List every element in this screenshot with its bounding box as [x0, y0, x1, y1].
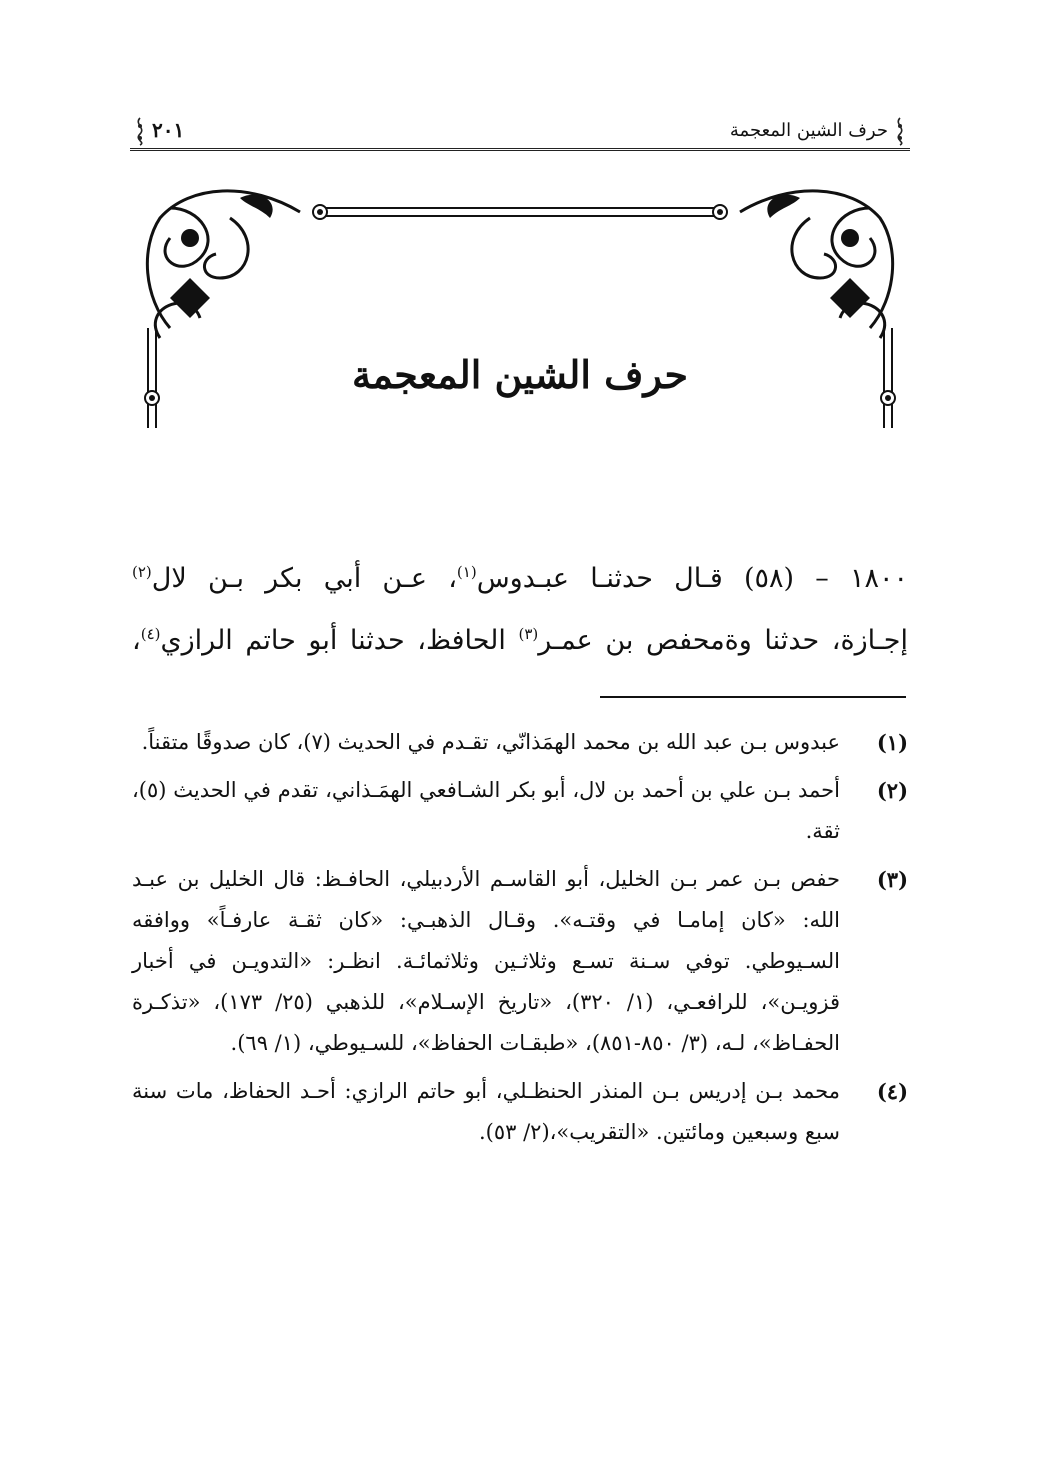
footnote-number: (١): [876, 730, 908, 755]
hadith-line: ١٨٠٠ – (٥٨) قـال حدثنـا عبـدوس$^{(١)}$، عـن أبي بكر بـن لال$^{(٢)}$: [132, 563, 908, 594]
chapter-title: حرف الشين المعجمة: [351, 352, 689, 397]
footnote-text: أحمد بـن علي بن أحمد بن لال، أبو بكر الشـافعي الهمَـذاني، تقدم في الحديث (٥)، ثقة.: [132, 778, 840, 843]
footnote: [132, 859, 908, 1064]
header-ornament-left-icon: [130, 116, 150, 146]
footnote-text: حفص بـن عمر بـن الخليل، أبو القاسـم الأردبيلي، الحافـظ: قال الخليل بن عبـد الله: «كان إمامـا في وقتـه». وقـال الذهبـي: «كان ثقـة عارفـاً» ووافقه السـيوطي. توفي سـنة تسـع وثلاثـين وثلاثمائـة. انظـر: «التدويـن في أخبار قزويـن»، للرافعـي، (١/ ٣٢٠)، «تاريخ الإسـلام»، للذهبي (٢٥/ ١٧٣)، «تذكـرة الحفـاظ»، لـه، (٣/ ٨٥٠-٨٥١)، «طبقـات الحفاظ»، للسـيوطي، (١/ ٦٩).: [132, 867, 840, 1055]
footnote-number: (٢): [876, 778, 908, 803]
header-ornament-right-icon: [890, 116, 910, 146]
page-header: [130, 112, 910, 154]
footnote-ref: (٣): [518, 625, 539, 643]
footnote-text: عبدوس بـن عبد الله بن محمد الهمَذانّي، تقـدم في الحديث (٧)، كان صدوقًا متقناً.: [141, 730, 840, 754]
footnotes: [132, 722, 908, 1160]
footnote: [132, 770, 908, 852]
footnote-separator: [600, 696, 906, 698]
header-rule: [130, 148, 910, 151]
hadith-line: إجـازة، حدثنا وةمحفص بن عمـر$^{(٣)}$ الحافظ، حدثنا أبو حاتم الرازي$^{(٤)}$،: [132, 625, 908, 656]
footnote-ref: (٢): [132, 563, 152, 581]
running-title: حرف الشين المعجمة: [729, 120, 888, 141]
footnote-ref: (١): [456, 563, 477, 581]
page-number: ٢٠١: [152, 118, 185, 142]
chapter-frame-ornament-icon: [130, 178, 910, 438]
footnote: [132, 1071, 908, 1153]
footnote-text: محمد بـن إدريس بـن المنذر الحنظـلي، أبو حاتم الرازي: أحـد الحفاظ، مات سنة سبع وسبعين ومائتين. «التقريب»،(٢/ ٥٣).: [132, 1079, 840, 1144]
footnote-ref: (٤): [140, 625, 161, 643]
footnote-number: (٣): [876, 867, 908, 892]
footnote-number: (٤): [876, 1079, 908, 1104]
hadith-text: [132, 548, 908, 672]
footnote: [132, 722, 908, 763]
